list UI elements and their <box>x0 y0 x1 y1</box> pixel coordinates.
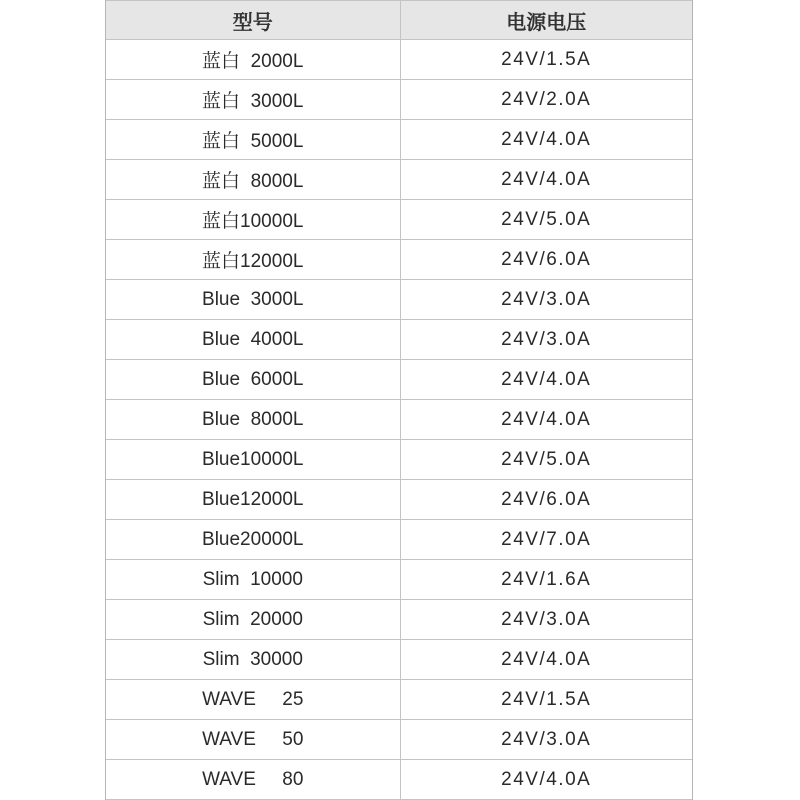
table-row <box>106 400 692 440</box>
model-cell: 蓝白 2000L <box>106 40 400 80</box>
model-cell: Blue 8000L <box>106 400 400 440</box>
power-cell: 24V/3.0A <box>400 280 692 320</box>
model-cell: Blue 3000L <box>106 280 400 320</box>
header-power-supply: 电源电压 <box>400 1 692 40</box>
power-cell: 24V/4.0A <box>400 360 692 400</box>
table-row <box>106 200 692 240</box>
model-cell: 蓝白 3000L <box>106 80 400 120</box>
model-cell: 蓝白 5000L <box>106 120 400 160</box>
model-cell: Slim 10000 <box>106 560 400 600</box>
table-header-row <box>106 1 692 40</box>
power-cell: 24V/1.5A <box>400 40 692 80</box>
power-cell: 24V/1.6A <box>400 560 692 600</box>
power-cell: 24V/7.0A <box>400 520 692 560</box>
table-row <box>106 520 692 560</box>
model-cell: Slim 20000 <box>106 600 400 640</box>
power-cell: 24V/4.0A <box>400 640 692 680</box>
model-cell: Blue 6000L <box>106 360 400 400</box>
spec-table-container <box>105 0 693 800</box>
table-row <box>106 440 692 480</box>
model-cell: WAVE 80 <box>106 760 400 800</box>
power-cell: 24V/4.0A <box>400 400 692 440</box>
model-cell: WAVE 25 <box>106 680 400 720</box>
header-model: 型号 <box>106 1 400 40</box>
model-cell: WAVE 50 <box>106 720 400 760</box>
table-row <box>106 360 692 400</box>
table-row <box>106 760 692 800</box>
table-row <box>106 560 692 600</box>
power-cell: 24V/4.0A <box>400 760 692 800</box>
table-row <box>106 480 692 520</box>
model-cell: 蓝白12000L <box>106 240 400 280</box>
model-cell: Blue12000L <box>106 480 400 520</box>
table-row <box>106 600 692 640</box>
table-row <box>106 40 692 80</box>
table-row <box>106 120 692 160</box>
table-row <box>106 720 692 760</box>
power-cell: 24V/5.0A <box>400 200 692 240</box>
table-row <box>106 80 692 120</box>
power-cell: 24V/3.0A <box>400 600 692 640</box>
table-row <box>106 640 692 680</box>
model-cell: 蓝白10000L <box>106 200 400 240</box>
table-row <box>106 240 692 280</box>
power-cell: 24V/3.0A <box>400 320 692 360</box>
power-cell: 24V/5.0A <box>400 440 692 480</box>
power-cell: 24V/6.0A <box>400 480 692 520</box>
model-cell: 蓝白 8000L <box>106 160 400 200</box>
power-cell: 24V/6.0A <box>400 240 692 280</box>
model-cell: Blue20000L <box>106 520 400 560</box>
spec-table <box>106 0 692 800</box>
power-cell: 24V/1.5A <box>400 680 692 720</box>
table-row <box>106 320 692 360</box>
model-cell: Blue 4000L <box>106 320 400 360</box>
power-cell: 24V/2.0A <box>400 80 692 120</box>
model-cell: Blue10000L <box>106 440 400 480</box>
table-row <box>106 160 692 200</box>
power-cell: 24V/3.0A <box>400 720 692 760</box>
model-cell: Slim 30000 <box>106 640 400 680</box>
table-row <box>106 280 692 320</box>
power-cell: 24V/4.0A <box>400 160 692 200</box>
power-cell: 24V/4.0A <box>400 120 692 160</box>
table-row <box>106 680 692 720</box>
